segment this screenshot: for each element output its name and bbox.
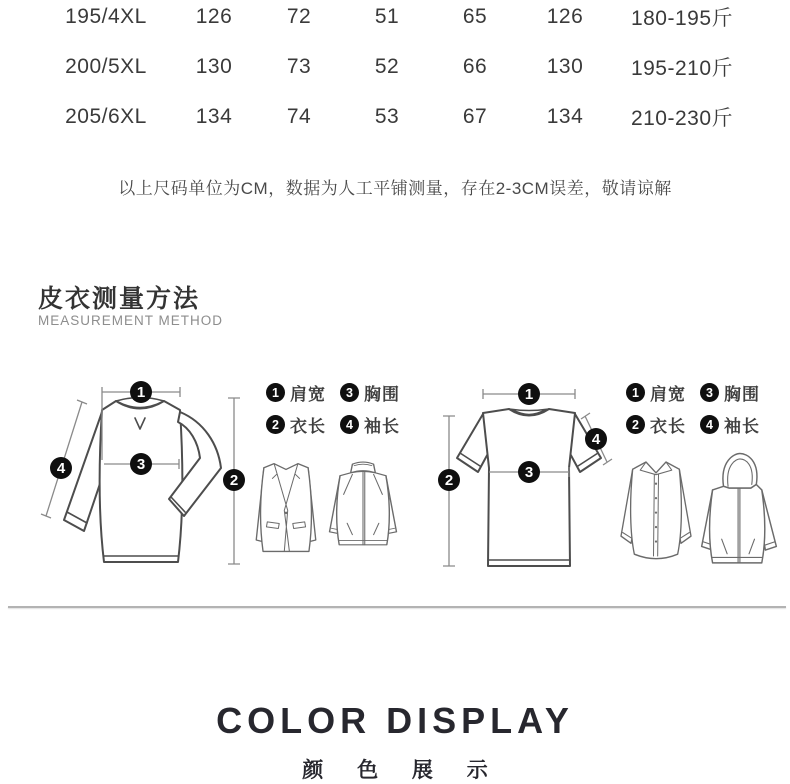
size-cell: 130 — [195, 55, 233, 78]
legend-item-shoulder — [626, 380, 686, 405]
size-cell: 73 — [286, 55, 312, 78]
legend-label: 胸围 — [724, 385, 760, 404]
size-cell: 126 — [546, 5, 584, 28]
legend-badge-1-icon: 1 — [626, 383, 645, 402]
legend-item-chest — [340, 380, 400, 405]
size-cell: 195/4XL — [65, 5, 147, 28]
size-cell: 195-210斤 — [630, 57, 734, 80]
legend-item-length — [626, 412, 686, 437]
legend-item-shoulder — [266, 380, 326, 405]
size-cell: 205/6XL — [65, 105, 147, 128]
marker-shoulder-badge: 1 — [136, 384, 146, 401]
tshirt-measurement-diagram — [433, 368, 621, 592]
size-cell: 72 — [286, 5, 312, 28]
marker-chest-badge: 3 — [136, 456, 146, 473]
marker-length-badge: 2 — [229, 472, 239, 489]
legend-badge-2-icon: 2 — [266, 415, 285, 434]
legend-badge-3-icon: 3 — [340, 383, 359, 402]
legend-label: 袖长 — [724, 417, 760, 436]
size-chart-table — [40, 0, 752, 142]
measurement-legend-left — [266, 380, 400, 437]
measurement-legend-right — [626, 380, 760, 437]
size-cell: 200/5XL — [65, 55, 147, 78]
marker-sleeve-badge: 4 — [591, 431, 601, 448]
size-cell: 130 — [546, 55, 584, 78]
blazer-sketch — [252, 453, 320, 558]
sweater-measurement-diagram — [38, 368, 250, 592]
section-divider — [8, 606, 786, 608]
size-cell: 180-195斤 — [630, 7, 734, 30]
marker-chest-badge: 3 — [524, 464, 534, 481]
legend-badge-4-icon: 4 — [700, 415, 719, 434]
zip-jacket-sketch — [326, 457, 400, 552]
hoodie-sketch — [698, 448, 780, 572]
legend-label: 肩宽 — [290, 385, 326, 404]
legend-label: 衣长 — [290, 417, 326, 436]
marker-length-badge: 2 — [444, 472, 454, 489]
size-cell: 67 — [462, 105, 488, 128]
size-cell: 53 — [374, 105, 400, 128]
legend-badge-3-icon: 3 — [700, 383, 719, 402]
size-note: 以上尺码单位为CM，数据为人工平铺测量，存在2-3CM误差，敬请谅解 — [118, 179, 672, 198]
size-cell: 65 — [462, 5, 488, 28]
legend-item-length — [266, 412, 326, 437]
size-cell: 126 — [195, 5, 233, 28]
legend-item-chest — [700, 380, 760, 405]
legend-badge-1-icon: 1 — [266, 383, 285, 402]
color-display-title-en: COLOR DISPLAY — [216, 700, 574, 741]
legend-label: 肩宽 — [650, 385, 686, 404]
size-cell: 51 — [374, 5, 400, 28]
legend-item-sleeve — [340, 412, 400, 437]
size-cell: 74 — [286, 105, 312, 128]
size-cell: 66 — [462, 55, 488, 78]
size-cell: 134 — [195, 105, 233, 128]
marker-sleeve-badge: 4 — [56, 460, 66, 477]
size-cell: 210-230斤 — [630, 107, 734, 130]
size-cell: 134 — [546, 105, 584, 128]
marker-shoulder-badge: 1 — [524, 386, 534, 403]
legend-item-sleeve — [700, 412, 760, 437]
button-shirt-sketch — [616, 453, 696, 565]
legend-label: 袖长 — [364, 417, 400, 436]
legend-badge-2-icon: 2 — [626, 415, 645, 434]
measurement-title-cn: 皮衣测量方法 — [38, 285, 201, 313]
measurement-title-en: MEASUREMENT METHOD — [38, 313, 224, 328]
legend-label: 胸围 — [364, 385, 400, 404]
size-cell: 52 — [374, 55, 400, 78]
color-display-title-cn: 颜 色 展 示 — [302, 759, 502, 782]
legend-badge-4-icon: 4 — [340, 415, 359, 434]
legend-label: 衣长 — [650, 417, 686, 436]
